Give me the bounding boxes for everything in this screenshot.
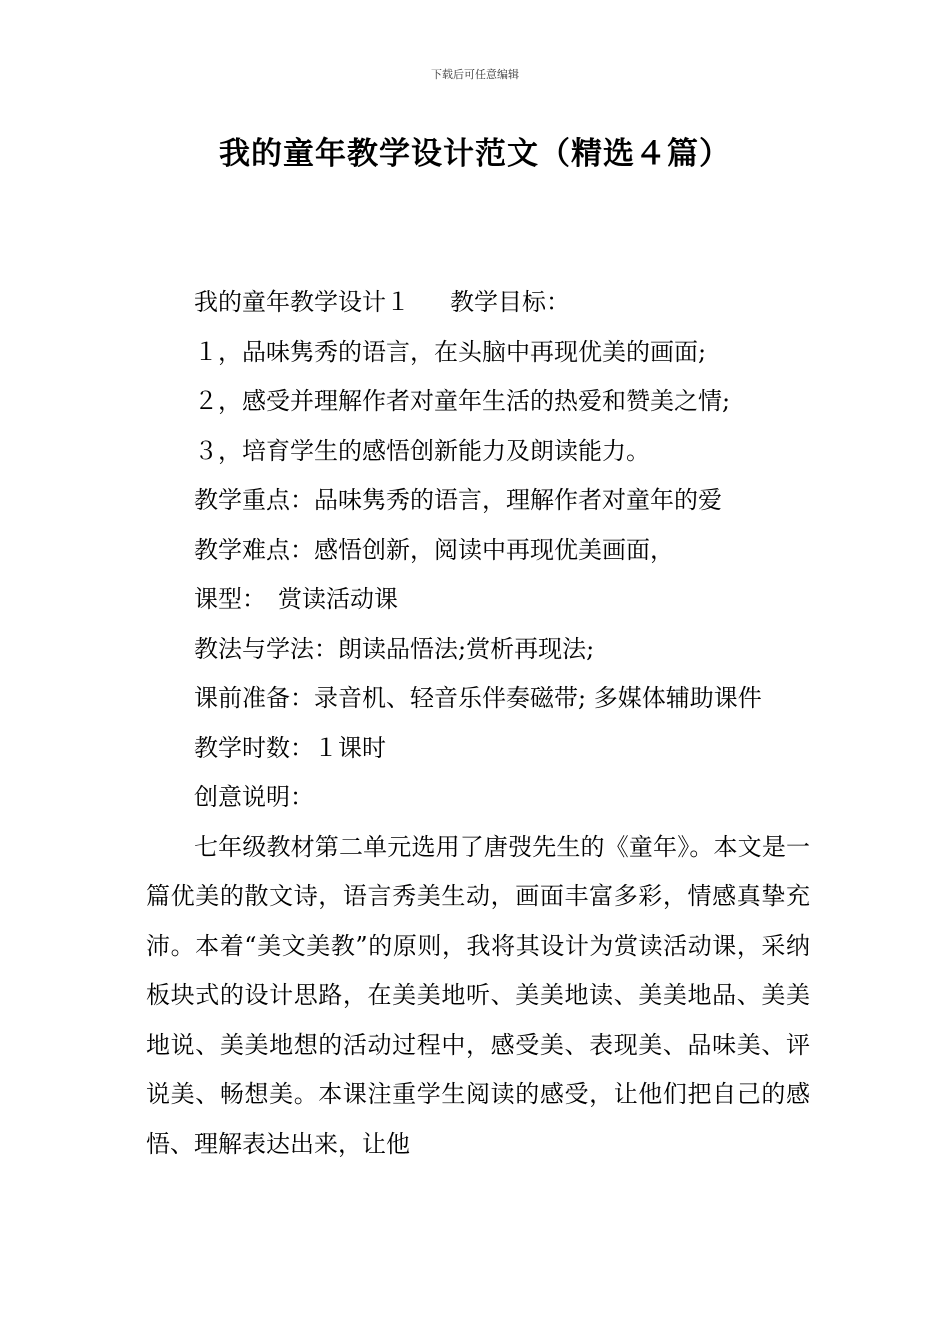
intro-paragraph bbox=[146, 278, 810, 328]
class-hours: 教学时数：１课时 bbox=[194, 733, 386, 762]
lesson-type: 课型： 赏读活动课 bbox=[194, 585, 398, 613]
intro-heading: 我的童年教学设计１ bbox=[194, 288, 410, 316]
key-point: 教学重点：品味隽秀的语言，理解作者对童年的爱 bbox=[194, 486, 722, 514]
goal-1: １，品味隽秀的语言，在头脑中再现优美的画面; bbox=[194, 337, 707, 366]
document-title: 我的童年教学设计范文（精选４篇） bbox=[219, 136, 731, 172]
goal-3: ３，培育学生的感悟创新能力及朗读能力。 bbox=[194, 436, 650, 465]
difficult-point: 教学难点：感悟创新，阅读中再现优美画面， bbox=[194, 535, 674, 564]
preparation: 课前准备：录音机、轻音乐伴奏磁带; 多媒体辅助课件 bbox=[194, 684, 762, 712]
teaching-method: 教法与学法：朗读品悟法;赏析再现法; bbox=[194, 634, 595, 663]
intro-section: 教学目标： bbox=[450, 288, 570, 316]
creative-note-body: 七年级教材第二单元选用了唐弢先生的《童年》。本文是一篇优美的散文诗，语言秀美生动，画面丰富多彩，情感真挚充沛。本着“美文美教”的原则，我将其设计为赏读活动课，采纳板块式的设计思路，在美美地听、美美地读、美美地品、美美地说、美美地想的活动过程中，感受美、表现美、品味美、评说美、畅想美。本课注重学生阅读的感受，让他们把自己的感悟、理解表达出来，让他 bbox=[146, 832, 810, 1158]
document-body bbox=[146, 278, 810, 1169]
creative-note-heading: 创意说明： bbox=[194, 783, 314, 811]
header-note: 下载后可任意编辑 bbox=[431, 68, 519, 81]
goal-2: ２，感受并理解作者对童年生活的热爱和赞美之情; bbox=[194, 387, 731, 415]
